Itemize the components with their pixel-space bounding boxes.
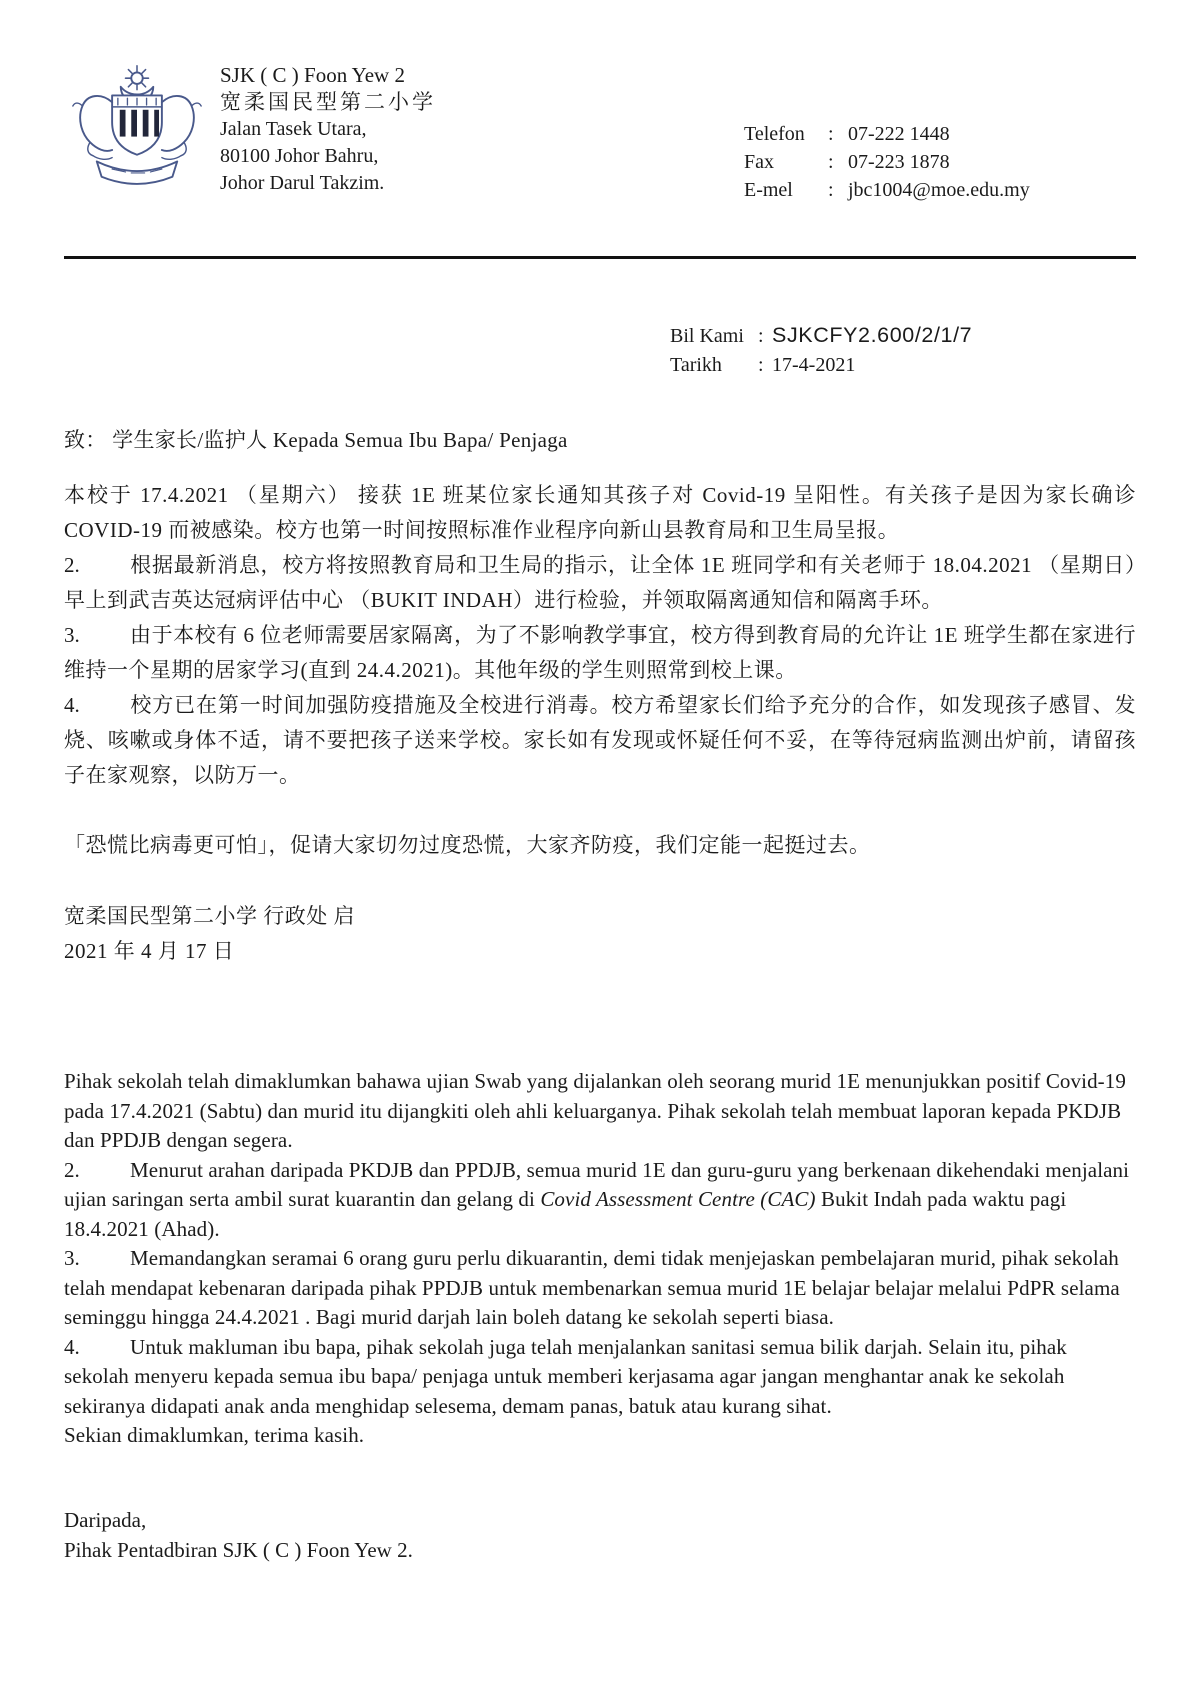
reference-block bbox=[670, 321, 1136, 380]
bil-kami-label: Bil Kami bbox=[670, 325, 744, 347]
paragraph-text: Untuk makluman ibu bapa, pihak sekolah juga telah menjalankan sanitasi semua bilik darjah. Selain itu, pihak sekolah menyeru kepada semua ibu bapa/ penjaga untuk memberi kerjasama agar jangan menghantar anak ke sekolah sekiranya didapati anak anda menghidap selesema, demam panas, batuk atau kurang sihat. bbox=[64, 1334, 1067, 1418]
contact-value-email: jbc1004@moe.edu.my bbox=[848, 179, 1030, 201]
contact-colon: : bbox=[828, 123, 834, 145]
coat-of-arms-logo bbox=[70, 62, 204, 192]
paragraph-text-post: Bukit Indah pada waktu pagi 18.4.2021 (Ahad). bbox=[64, 1187, 1067, 1241]
tarikh-label: Tarikh bbox=[670, 354, 722, 376]
malay-paragraph-4 bbox=[64, 1333, 1136, 1422]
school-info bbox=[220, 62, 436, 197]
address-line-1: Jalan Tasek Utara, bbox=[220, 118, 367, 140]
contact-row-fax bbox=[744, 148, 1136, 176]
address-line-3: Johor Darul Takzim. bbox=[220, 172, 385, 194]
paragraph-number: 3. bbox=[64, 623, 80, 647]
letterhead bbox=[64, 62, 1136, 204]
contact-label: E-mel bbox=[744, 179, 793, 201]
closing-block bbox=[64, 1505, 1136, 1565]
contact-label: Telefon bbox=[744, 123, 805, 145]
paragraph-text: 由于本校有 6 位老师需要居家隔离，为了不影响教学事宜，校方得到教育局的允许让 1E 班学生都在家进行维持一个星期的居家学习(直到 24.4.2021)。其他年级的学生则照常到校上课。 bbox=[64, 623, 1136, 682]
contact-value-phone: 07-222 1448 bbox=[848, 123, 950, 145]
contact-row-telefon bbox=[744, 120, 1136, 148]
contact-colon: : bbox=[828, 179, 834, 201]
chinese-sign-date: 2021 年 4 月 17 日 bbox=[64, 939, 235, 963]
quote-line: 「恐慌比病毒更可怕」，促请大家切勿过度恐慌，大家齐防疫，我们定能一起挺过去。 bbox=[64, 833, 871, 857]
paragraph-number: 2. bbox=[64, 1157, 80, 1182]
address-line-2: 80100 Johor Bahru, bbox=[220, 145, 379, 167]
closing-line: Sekian dimaklumkan, terima kasih. bbox=[64, 1423, 365, 1447]
school-name-chinese: 宽柔国民型第二小学 bbox=[220, 90, 436, 114]
paragraph-text: 根据最新消息，校方将按照教育局和卫生局的指示，让全体 1E 班同学和有关老师于 18.04.2021 （星期日）早上到武吉英达冠病评估中心 （BUKIT INDAH）进行检验，并领取隔离通知信和隔离手环。 bbox=[64, 553, 1136, 612]
bil-kami-colon: : bbox=[758, 325, 764, 347]
chinese-paragraph-4 bbox=[64, 688, 1136, 793]
paragraph-number: 2. bbox=[64, 553, 80, 577]
chinese-paragraph-1: 本校于 17.4.2021 （星期六） 接获 1E 班某位家长通知其孩子对 Covid-19 呈阳性。有关孩子是因为家长确诊 COVID-19 而被感染。校方也第一时间按照标准作业程序向新山县教育局和卫生局呈报。 bbox=[64, 483, 1136, 542]
chinese-paragraph-2 bbox=[64, 548, 1136, 618]
letterhead-divider bbox=[64, 256, 1136, 259]
covid-assessment-centre-italic: Covid Assessment Centre (CAC) bbox=[540, 1187, 816, 1211]
paragraph-text: 校方已在第一时间加强防疫措施及全校进行消毒。校方希望家长们给予充分的合作，如发现孩子感冒、发烧、咳嗽或身体不适，请不要把孩子送来学校。家长如有发现或怀疑任何不妥，在等待冠病监测出炉前，请留孩子在家观察，以防万一。 bbox=[64, 693, 1136, 787]
contact-label: Fax bbox=[744, 151, 774, 173]
contact-block bbox=[744, 120, 1136, 204]
recipient-line: 致： 学生家长/监护人 Kepada Semua Ibu Bapa/ Penjaga bbox=[64, 428, 568, 452]
sender-line: Pihak Pentadbiran SJK ( C ) Foon Yew 2. bbox=[64, 1537, 413, 1562]
chinese-body bbox=[64, 478, 1136, 969]
tarikh-row bbox=[670, 351, 1136, 380]
chinese-paragraph-3 bbox=[64, 618, 1136, 688]
contact-value-fax: 07-223 1878 bbox=[848, 151, 950, 173]
daripada-line: Daripada, bbox=[64, 1507, 147, 1532]
tarikh-colon: : bbox=[758, 354, 764, 376]
tarikh-value: 17-4-2021 bbox=[772, 354, 856, 376]
paragraph-number: 4. bbox=[64, 1334, 80, 1359]
paragraph-text: Memandangkan seramai 6 orang guru perlu dikuarantin, demi tidak menjejaskan pembelajaran murid, pihak sekolah telah mendapat kebenaran daripada pihak PPDJB untuk membenarkan semua murid 1E belajar belajar melalui PdPR selama seminggu hingga 24.4.2021 . Bagi murid darjah lain boleh datang ke sekolah seperti biasa. bbox=[64, 1246, 1120, 1329]
malay-paragraph-2 bbox=[64, 1156, 1136, 1245]
coat-of-arms-icon bbox=[70, 62, 204, 192]
bil-kami-value: SJKCFY2.600/2/1/7 bbox=[772, 323, 973, 347]
contact-colon: : bbox=[828, 151, 834, 173]
paragraph-text-pre: Menurut arahan daripada PKDJB dan PPDJB, semua murid 1E dan guru-guru yang berkenaan dikehendaki menjalani ujian saringan serta ambil surat kuarantin dan gelang di bbox=[64, 1157, 1130, 1211]
paragraph-number: 4. bbox=[64, 693, 80, 717]
contact-row-email bbox=[744, 176, 1136, 204]
malay-body bbox=[64, 1067, 1136, 1451]
paragraph-number: 3. bbox=[64, 1246, 80, 1270]
chinese-signoff: 宽柔国民型第二小学 行政处 启 bbox=[64, 904, 355, 928]
malay-paragraph-1: Pihak sekolah telah dimaklumkan bahawa ujian Swab yang dijalankan oleh seorang murid 1E menunjukkan positif Covid-19 pada 17.4.2021 (Sabtu) dan murid itu dijangkiti oleh ahli keluarganya. Pihak sekolah telah membuat laporan kepada PKDJB dan PPDJB dengan segera. bbox=[64, 1069, 1126, 1152]
malay-paragraph-3 bbox=[64, 1244, 1136, 1333]
school-name: SJK ( C ) Foon Yew 2 bbox=[220, 63, 405, 87]
bil-kami-row bbox=[670, 321, 1136, 351]
